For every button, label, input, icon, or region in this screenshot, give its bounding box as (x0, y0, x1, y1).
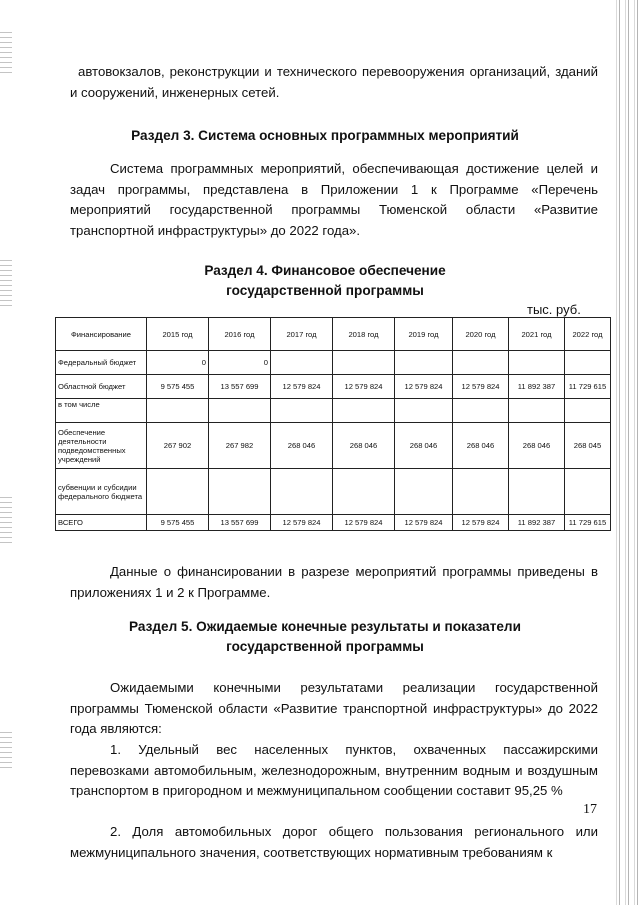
section-5-intro-paragraph: Ожидаемыми конечными результатами реализации государственной программы Тюменской области «Развитие транспортной инфраструктуры» до 2022 года являются: (70, 680, 598, 736)
table-cell: 9 575 455 (147, 515, 209, 531)
table-cell: 267 902 (147, 423, 209, 469)
intro-continuation-paragraph: автовокзалов, реконструкции и технического перевооружения организаций, зданий и сооружений, инженерных сетей. (70, 64, 598, 100)
table-cell: 268 046 (395, 423, 453, 469)
table-cell (333, 351, 395, 375)
row-label: субвенции и субсидии федерального бюджета (56, 469, 147, 515)
table-cell (453, 469, 509, 515)
table-cell: 12 579 824 (453, 375, 509, 399)
table-cell (565, 399, 611, 423)
header-cell: 2022 год (565, 318, 611, 351)
row-label: Областной бюджет (56, 375, 147, 399)
result-item-2: 2. Доля автомобильных дорог общего пользования регионального или межмуниципального значения, соответствующих нормативным требованиям к (70, 824, 598, 860)
table-cell: 13 557 699 (209, 515, 271, 531)
table-cell (395, 469, 453, 515)
table-cell: 268 046 (509, 423, 565, 469)
finance-note-paragraph: Данные о финансировании в разрезе мероприятий программы приведены в приложениях 1 и 2 к Программе. (70, 564, 598, 600)
section-4-heading-line1: Раздел 4. Финансовое обеспечение (204, 263, 446, 278)
table-cell: 11 892 387 (509, 375, 565, 399)
table-cell: 268 045 (565, 423, 611, 469)
table-cell: 12 579 824 (271, 375, 333, 399)
table-cell (565, 351, 611, 375)
table-cell: 12 579 824 (395, 515, 453, 531)
header-cell: 2021 год (509, 318, 565, 351)
table-cell: 11 729 615 (565, 515, 611, 531)
table-cell: 268 046 (453, 423, 509, 469)
header-cell: Финансирование (56, 318, 147, 351)
table-cell: 12 579 824 (453, 515, 509, 531)
financing-table (55, 317, 611, 531)
table-cell: 268 046 (271, 423, 333, 469)
page-number: 17 (583, 802, 597, 817)
table-cell: 0 (209, 351, 271, 375)
table-cell: 12 579 824 (333, 375, 395, 399)
table-cell (453, 351, 509, 375)
result-item-1: 1. Удельный вес населенных пунктов, охваченных пассажирскими перевозками автомобильным, железнодорожным, внутренним водным и воздушным транспортом в пригородном и межмуниципальном сообщении составит 95,25 % (70, 742, 598, 798)
scan-left-artifact (0, 495, 12, 545)
table-cell (147, 399, 209, 423)
scan-left-artifact (0, 258, 12, 308)
table-cell: 11 892 387 (509, 515, 565, 531)
table-row (56, 375, 611, 399)
table-cell (509, 399, 565, 423)
table-cell (333, 469, 395, 515)
table-cell (209, 399, 271, 423)
header-cell: 2018 год (333, 318, 395, 351)
row-label: Обеспечение деятельности подведомственных учреждений (56, 423, 147, 469)
table-row (56, 515, 611, 531)
units-label: тыс. руб. (527, 302, 581, 317)
table-cell: 12 579 824 (333, 515, 395, 531)
table-row (56, 469, 611, 515)
table-row (56, 423, 611, 469)
table-cell (271, 399, 333, 423)
table-cell (453, 399, 509, 423)
table-cell (147, 469, 209, 515)
table-cell: 0 (147, 351, 209, 375)
section-3-heading: Раздел 3. Система основных программных мероприятий (131, 128, 519, 143)
table-cell (209, 469, 271, 515)
table-cell: 267 982 (209, 423, 271, 469)
section-5-heading-line2: государственной программы (226, 639, 424, 654)
section-5-heading-line1: Раздел 5. Ожидаемые конечные результаты и показатели (129, 619, 521, 634)
header-cell: 2020 год (453, 318, 509, 351)
table-cell: 9 575 455 (147, 375, 209, 399)
table-cell (333, 399, 395, 423)
table-cell: 12 579 824 (395, 375, 453, 399)
table-cell (271, 351, 333, 375)
table-cell: 268 046 (333, 423, 395, 469)
header-cell: 2015 год (147, 318, 209, 351)
table-cell: 13 557 699 (209, 375, 271, 399)
table-cell (271, 469, 333, 515)
scan-edge-artifact (614, 0, 640, 905)
table-cell: 12 579 824 (271, 515, 333, 531)
header-cell: 2016 год (209, 318, 271, 351)
row-label: Федеральный бюджет (56, 351, 147, 375)
scan-left-artifact (0, 730, 12, 770)
row-label: ВСЕГО (56, 515, 147, 531)
section-3-paragraph: Система программных мероприятий, обеспечивающая достижение целей и задач программы, представлена в Приложении 1 к Программе «Перечень мероприятий государственной программы Тюменской области «Развитие транспортной инфраструктуры» до 2022 года». (70, 161, 598, 238)
table-cell: 11 729 615 (565, 375, 611, 399)
table-header-row (56, 318, 611, 351)
table-cell (509, 351, 565, 375)
table-cell (565, 469, 611, 515)
table-cell (395, 399, 453, 423)
table-row (56, 399, 611, 423)
table-row (56, 351, 611, 375)
section-4-heading-line2: государственной программы (226, 283, 424, 298)
header-cell: 2017 год (271, 318, 333, 351)
scan-left-artifact (0, 30, 12, 75)
table-cell (509, 469, 565, 515)
row-label: в том числе (56, 399, 147, 423)
table-cell (395, 351, 453, 375)
header-cell: 2019 год (395, 318, 453, 351)
